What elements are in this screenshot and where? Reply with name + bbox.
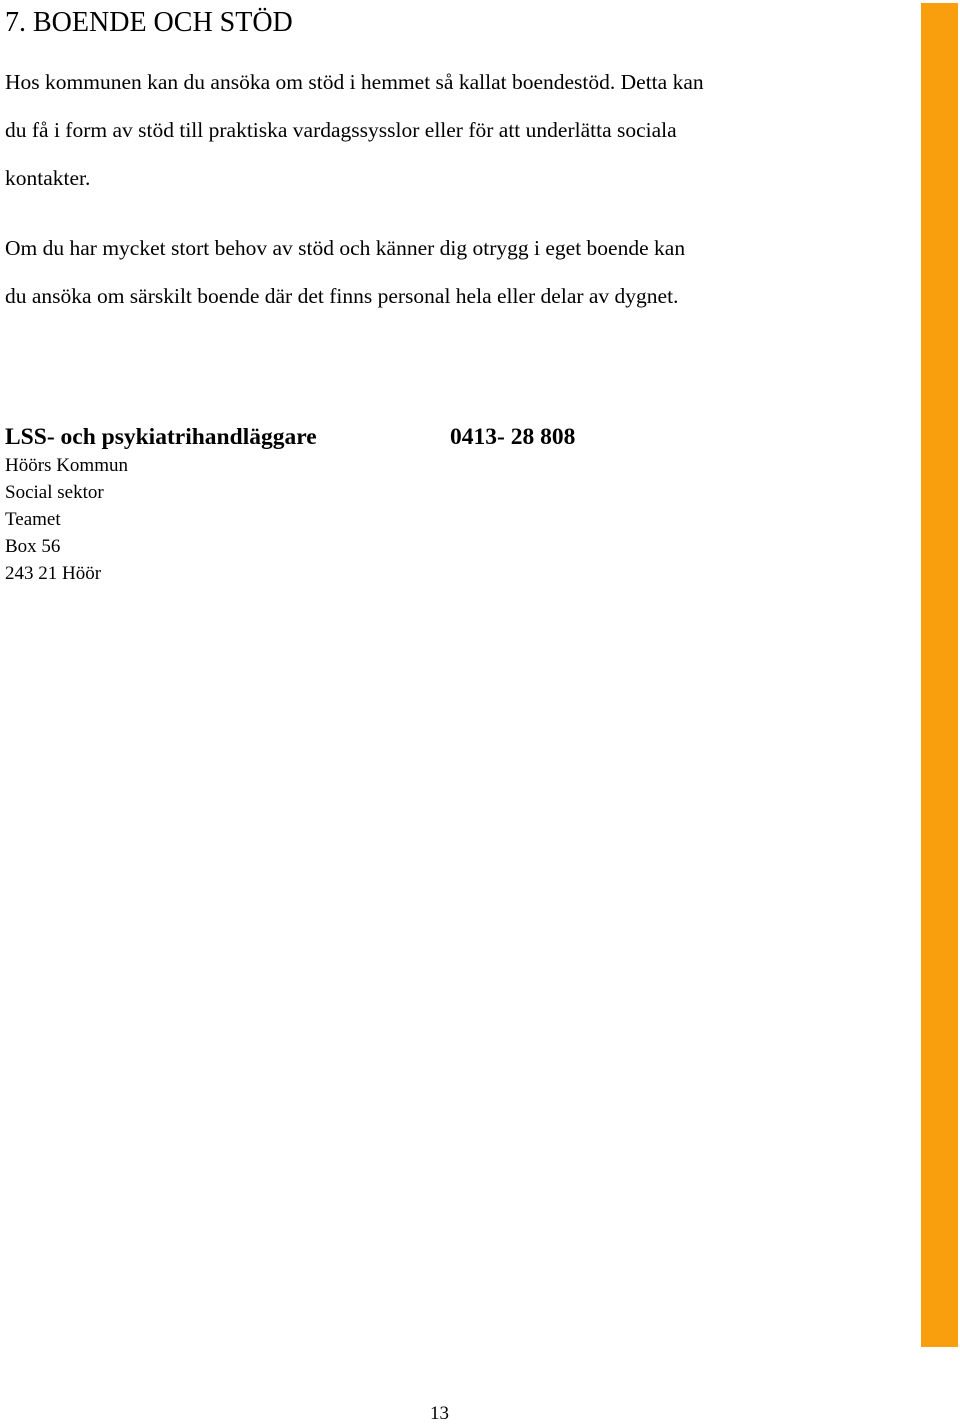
address-block (5, 452, 128, 587)
address-line: Social sektor (5, 482, 104, 503)
special-housing-paragraph: Om du har mycket stort behov av stöd och känner dig otrygg i eget boende kan du ansöka om särskilt boende där det finns personal hela eller delar av dygnet. (5, 236, 686, 308)
address-line: Box 56 (5, 536, 61, 557)
address-line: Teamet (5, 509, 61, 530)
orange-side-bar (921, 3, 958, 1347)
section-heading: 7. BOENDE OCH STÖD (5, 7, 293, 38)
address-line: Höörs Kommun (5, 455, 128, 476)
address-line: 243 21 Höör (5, 563, 102, 584)
contact-role: LSS- och psykiatrihandläggare (5, 424, 317, 450)
intro-paragraph: Hos kommunen kan du ansöka om stöd i hemmet så kallat boendestöd. Detta kan du få i form av stöd till praktiska vardagssysslor eller för att underlätta sociala kontakter. (5, 70, 704, 190)
contact-phone: 0413- 28 808 (450, 424, 576, 450)
page-number: 13 (430, 1403, 449, 1424)
